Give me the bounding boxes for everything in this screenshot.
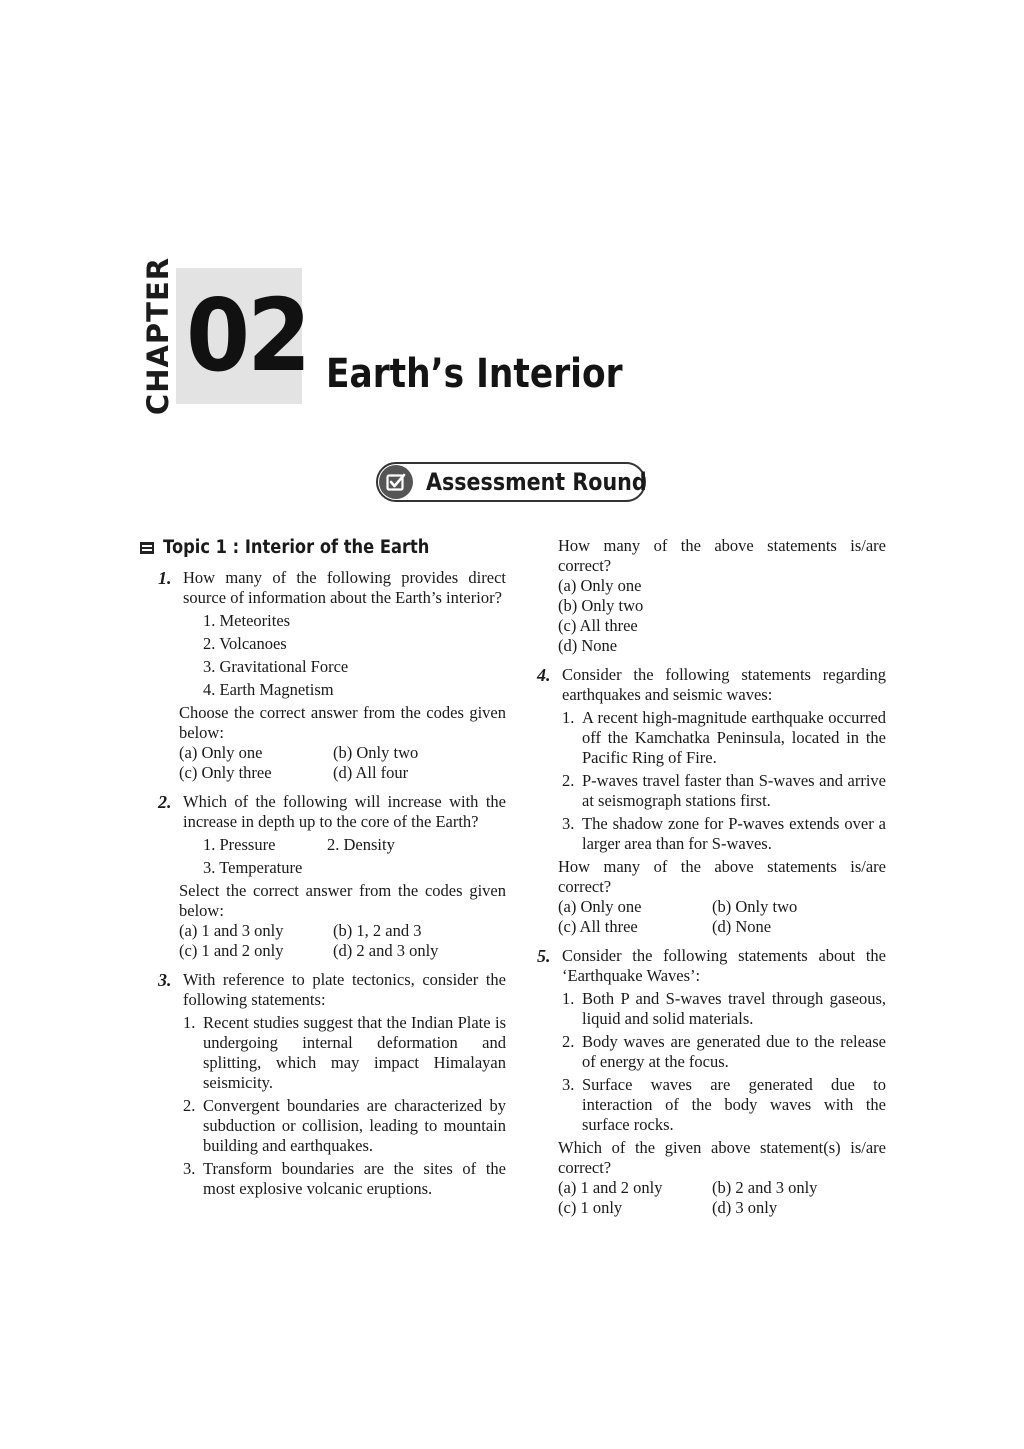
option-a[interactable]: (a) Only one — [558, 897, 642, 916]
chapter-number: 02 — [186, 277, 309, 394]
option-c[interactable]: (c) 1 only — [558, 1198, 623, 1217]
statement — [562, 814, 886, 854]
question-number: 2. — [158, 792, 172, 812]
statement-text: A recent high-magnitude earthquake occurred off the Kamchatka Peninsula, located in the Pacific Ring of Fire. — [582, 708, 886, 767]
chapter-word: CHAPTER — [141, 256, 175, 416]
question-prompt: Which of the given above statement(s) is/are correct? — [558, 1138, 886, 1177]
statement-text: P-waves travel faster than S-waves and arrive at seismograph stations first. — [582, 771, 886, 810]
question-number: 4. — [537, 665, 551, 685]
statement-number: 2. — [562, 771, 575, 790]
statement — [183, 1013, 506, 1093]
option-d[interactable]: (d) None — [712, 917, 772, 936]
statement-text: Recent studies suggest that the Indian Plate is undergoing internal deformation and splitting, which may impact Himalayan seismicity. — [203, 1013, 506, 1092]
question-number: 5. — [537, 946, 551, 966]
answer-options — [179, 743, 506, 783]
topic-label: Topic 1 : Interior of the Earth — [163, 537, 430, 558]
option-a[interactable]: (a) Only one — [558, 576, 642, 595]
statement-number: 1. — [183, 1013, 196, 1032]
question-text: Which of the following will increase with the increase in depth up to the core of the Earth? — [183, 792, 506, 831]
statement — [183, 1096, 506, 1156]
statement-row — [183, 832, 506, 855]
statement-number: 1. — [562, 989, 575, 1008]
assessment-round-label: Assessment Round — [426, 468, 647, 496]
answer-options — [558, 897, 886, 937]
question-3 — [140, 970, 506, 1199]
statement: 3. Temperature — [203, 858, 303, 877]
option-a[interactable]: (a) 1 and 2 only — [558, 1178, 663, 1197]
answer-options — [558, 1178, 886, 1218]
statement-text: Surface waves are generated due to interaction of the body waves with the surface rocks. — [582, 1075, 886, 1134]
option-c[interactable]: (c) All three — [558, 917, 638, 936]
question-5 — [534, 946, 886, 1218]
statement-text: Convergent boundaries are characterized by subduction or collision, leading to mountain building and earthquakes. — [203, 1096, 506, 1155]
statement-number: 3. — [183, 1159, 196, 1178]
topic-heading — [140, 536, 506, 560]
answer-options — [558, 576, 886, 656]
question-prompt: Select the correct answer from the codes given below: — [179, 881, 506, 920]
question-prompt: Choose the correct answer from the codes given below: — [179, 703, 506, 742]
chapter-title: Earth’s Interior — [326, 351, 623, 397]
answer-options — [179, 921, 506, 961]
option-b[interactable]: (b) Only two — [558, 596, 644, 615]
statement-number: 3. — [562, 814, 575, 833]
option-d[interactable]: (d) None — [558, 636, 618, 655]
question-text: Consider the following statements about the ‘Earthquake Waves’: — [562, 946, 886, 985]
option-c[interactable]: (c) All three — [558, 616, 638, 635]
statement-number: 1. — [562, 708, 575, 727]
question-prompt: How many of the above statements is/are correct? — [558, 536, 886, 575]
option-c[interactable]: (c) 1 and 2 only — [179, 941, 284, 960]
option-a[interactable]: (a) 1 and 3 only — [179, 921, 284, 940]
question-number: 3. — [158, 970, 172, 990]
statement-text: The shadow zone for P-waves extends over a larger area than for S-waves. — [582, 814, 886, 853]
question-3-continued — [534, 536, 886, 656]
option-b[interactable]: (b) Only two — [712, 897, 798, 916]
statement — [562, 708, 886, 768]
option-b[interactable]: (b) Only two — [333, 743, 419, 762]
statement-text: Transform boundaries are the sites of the most explosive volcanic eruptions. — [203, 1159, 506, 1198]
question-text: How many of the following provides direct source of information about the Earth’s interior? — [183, 568, 506, 607]
question-4 — [534, 665, 886, 937]
statement-number: 3. — [562, 1075, 575, 1094]
statement: 1. Meteorites — [203, 611, 291, 630]
statement — [183, 1159, 506, 1199]
statement-text: Both P and S-waves travel through gaseous, liquid and solid materials. — [582, 989, 886, 1028]
checkbox-icon — [379, 465, 413, 499]
statement-number: 2. — [183, 1096, 196, 1115]
question-text: With reference to plate tectonics, consider the following statements: — [183, 970, 506, 1009]
question-2 — [140, 792, 506, 961]
right-column — [534, 532, 886, 1227]
option-b[interactable]: (b) 2 and 3 only — [712, 1178, 818, 1197]
topic-list-icon — [140, 542, 154, 554]
statement: 2. Volcanoes — [203, 634, 287, 653]
option-d[interactable]: (d) 2 and 3 only — [333, 941, 439, 960]
option-d[interactable]: (d) 3 only — [712, 1198, 778, 1217]
option-a[interactable]: (a) Only one — [179, 743, 263, 762]
statement: 1. Pressure — [203, 835, 276, 854]
statement — [562, 1032, 886, 1072]
assessment-round-banner — [376, 462, 646, 502]
statement — [562, 989, 886, 1029]
question-1 — [140, 568, 506, 783]
question-text: Consider the following statements regarding earthquakes and seismic waves: — [562, 665, 886, 704]
statement — [562, 771, 886, 811]
question-number: 1. — [158, 568, 172, 588]
option-b[interactable]: (b) 1, 2 and 3 — [333, 921, 422, 940]
question-prompt: How many of the above statements is/are correct? — [558, 857, 886, 896]
chapter-label — [140, 256, 176, 416]
statement-text: Body waves are generated due to the release of energy at the focus. — [582, 1032, 886, 1071]
statement: 4. Earth Magnetism — [203, 680, 334, 699]
option-c[interactable]: (c) Only three — [179, 763, 272, 782]
statement: 3. Gravitational Force — [203, 657, 349, 676]
statement: 2. Density — [327, 835, 395, 854]
statement-number: 2. — [562, 1032, 575, 1051]
left-column — [140, 532, 506, 1208]
statement — [562, 1075, 886, 1135]
option-d[interactable]: (d) All four — [333, 763, 409, 782]
